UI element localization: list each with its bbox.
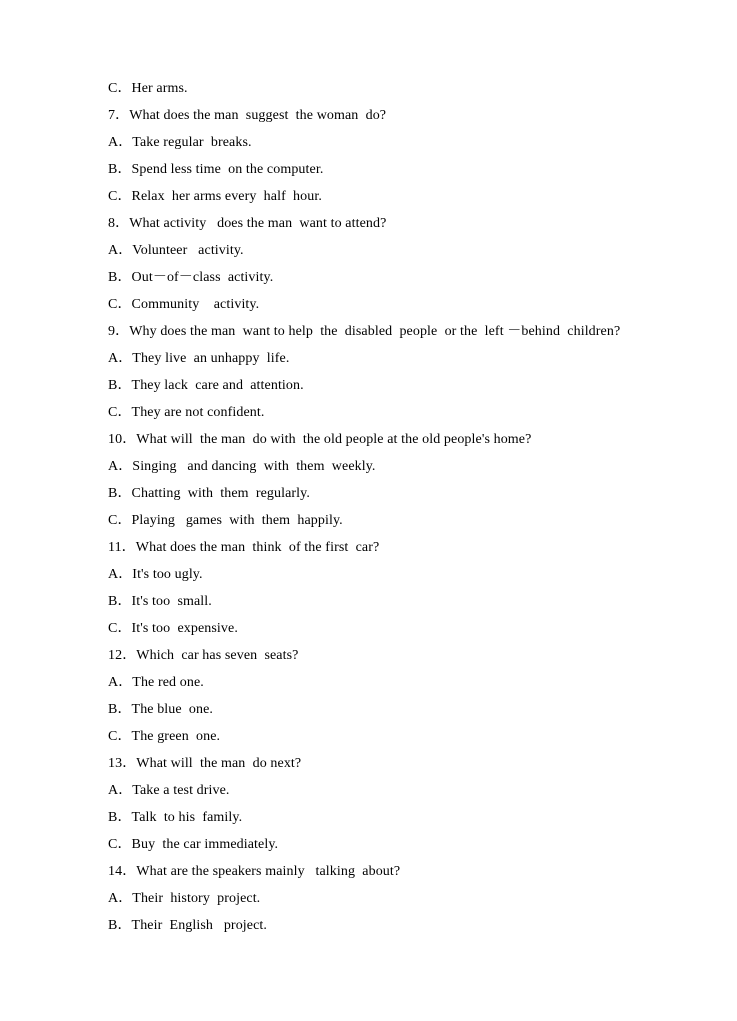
option-line: A．Their history project. (108, 891, 261, 906)
option-line: C．They are not confident. (108, 405, 265, 420)
option-line: B．Chatting with them regularly. (108, 486, 310, 501)
option-line: B．It's too small. (108, 594, 212, 609)
option-line: A．Take a test drive. (108, 783, 230, 798)
option-line: B．Out－of－class activity. (108, 270, 274, 285)
option-line: C．Relax her arms every half hour. (108, 189, 322, 204)
question-line: 10．What will the man do with the old people at the old people's home? (108, 432, 532, 447)
option-line: C．Community activity. (108, 297, 260, 312)
option-line: C．Buy the car immediately. (108, 837, 279, 852)
option-line: A．It's too ugly. (108, 567, 203, 582)
option-line: A．Volunteer activity. (108, 243, 244, 258)
option-line: B．Their English project. (108, 918, 268, 933)
option-line: A．They live an unhappy life. (108, 351, 290, 366)
option-line: B．Talk to his family. (108, 810, 243, 825)
option-line: A．The red one. (108, 675, 204, 690)
option-line: B．Spend less time on the computer. (108, 162, 324, 177)
question-line: 9．Why does the man want to help the disabled people or the left －behind children? (108, 324, 621, 339)
option-line: C．Playing games with them happily. (108, 513, 343, 528)
question-line: 11．What does the man think of the first car? (108, 540, 380, 555)
question-line: 14．What are the speakers mainly talking about? (108, 864, 401, 879)
option-line: C．It's too expensive. (108, 621, 238, 636)
question-line: 7．What does the man suggest the woman do? (108, 108, 387, 123)
option-line: A．Take regular breaks. (108, 135, 252, 150)
question-line: 13．What will the man do next? (108, 756, 302, 771)
option-line: B．They lack care and attention. (108, 378, 304, 393)
option-line: A．Singing and dancing with them weekly. (108, 459, 376, 474)
option-line: C．Her arms. (108, 81, 188, 96)
question-list (108, 75, 708, 939)
option-line: B．The blue one. (108, 702, 214, 717)
question-line: 8．What activity does the man want to attend? (108, 216, 387, 231)
question-line: 12．Which car has seven seats? (108, 648, 299, 663)
option-line: C．The green one. (108, 729, 221, 744)
